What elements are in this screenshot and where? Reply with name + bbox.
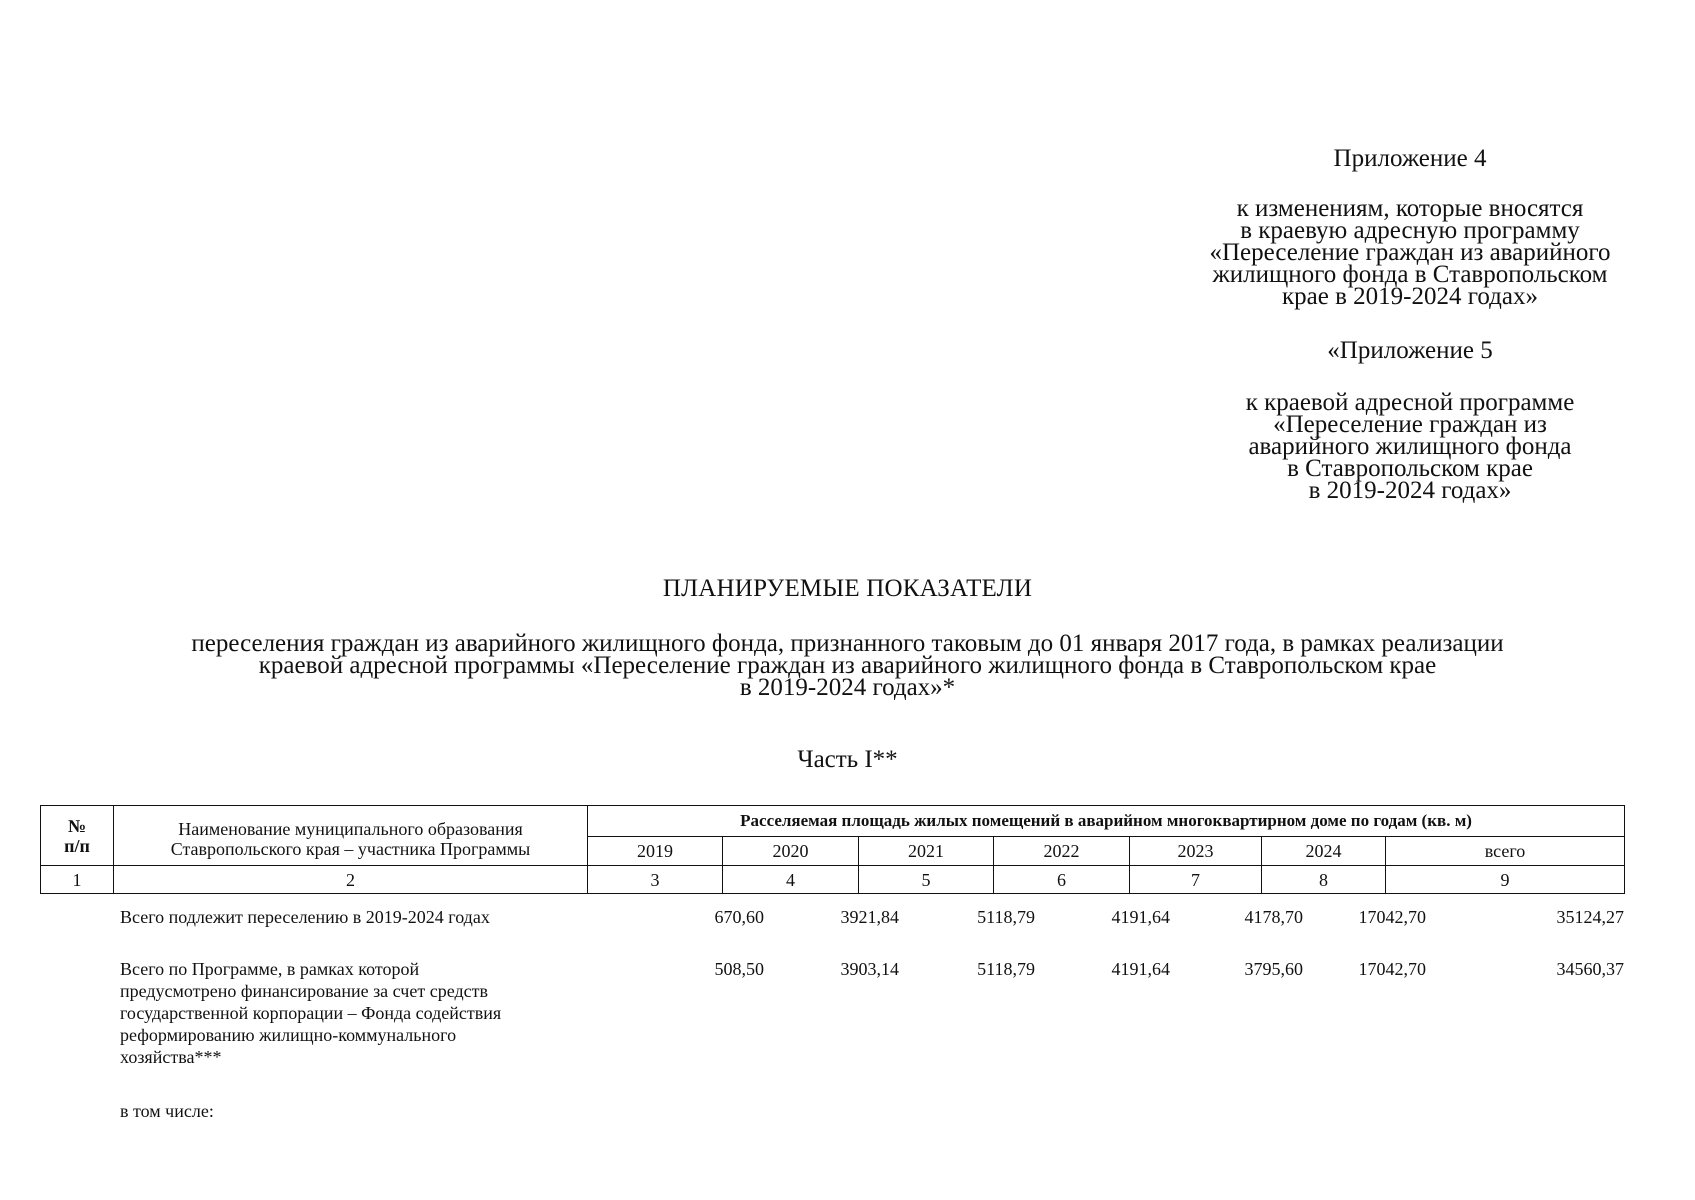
- appendix-4-line: крае в 2019-2024 годах»: [1282, 283, 1538, 310]
- year-header-2024: 2024: [1262, 837, 1386, 866]
- table-row: [40, 1100, 1624, 1130]
- value-2022: 4191,64: [1111, 907, 1170, 927]
- document-title: ПЛАНИРУЕМЫЕ ПОКАЗАТЕЛИ: [662, 575, 1033, 602]
- value-2019: 508,50: [714, 959, 764, 979]
- appendix-5-line: в 2019-2024 годах»: [1308, 477, 1512, 504]
- row-name: Всего подлежит переселению в 2019-2024 годах: [120, 907, 490, 927]
- value-total: 34560,37: [1556, 959, 1624, 979]
- column-number: 6: [994, 866, 1130, 894]
- row-name-line: реформированию жилищно-коммунального: [120, 1025, 457, 1045]
- appendix-4-line: к изменениям, которые вносятся: [1236, 195, 1584, 222]
- value-2021: 5118,79: [977, 907, 1035, 927]
- year-header-2023: 2023: [1130, 837, 1262, 866]
- col-name-header-line: Ставропольского края – участника Программы: [170, 838, 531, 859]
- value-2022: 4191,64: [1111, 959, 1170, 979]
- area-group-header: Расселяемая площадь жилых помещений в аварийном многоквартирном доме по годам (кв. м): [588, 806, 1625, 837]
- appendix-4-caption: [1170, 195, 1650, 310]
- col-name-header-line: Наименование муниципального образования: [178, 818, 523, 839]
- row-name-line: хозяйства***: [120, 1047, 222, 1067]
- column-number: 1: [41, 866, 114, 894]
- row-name: [120, 958, 560, 1068]
- table-row: [40, 906, 1624, 958]
- appendix-5-line: аварийного жилищного фонда: [1248, 433, 1572, 460]
- column-number: 8: [1262, 866, 1386, 894]
- total-header: всего: [1386, 837, 1625, 866]
- column-number: 5: [859, 866, 994, 894]
- row-name: в том числе:: [120, 1101, 214, 1121]
- value-2021: 5118,79: [977, 959, 1035, 979]
- row-name-line: Всего по Программе, в рамках которой: [120, 959, 420, 979]
- value-2023: 3795,60: [1244, 959, 1303, 979]
- value-2020: 3921,84: [840, 907, 899, 927]
- column-number: 3: [588, 866, 723, 894]
- value-2024: 17042,70: [1358, 959, 1426, 979]
- document-subtitle: [60, 630, 1635, 701]
- appendix-4-line: жилищного фонда в Ставропольском: [1212, 261, 1608, 288]
- value-2019: 670,60: [714, 907, 764, 927]
- document-subtitle-line: переселения граждан из аварийного жилищного фонда, признанного таковым до 01 января 2017 года, в рамках реализации: [191, 630, 1504, 657]
- appendix-5-caption: [1170, 389, 1650, 504]
- year-header-2019: 2019: [588, 837, 723, 866]
- indicators-table-body: [40, 906, 1624, 1130]
- value-2023: 4178,70: [1244, 907, 1303, 927]
- appendix-4-line: в краевую адресную программу: [1240, 217, 1580, 244]
- document-subtitle-line: краевой адресной программы «Переселение граждан из аварийного жилищного фонда в Ставропольском крае: [258, 652, 1437, 679]
- appendix-5-title: «Приложение 5: [1327, 337, 1493, 364]
- column-number: 9: [1386, 866, 1625, 894]
- value-2020: 3903,14: [840, 959, 899, 979]
- col-no-header-line: №: [67, 815, 87, 836]
- row-name-line: государственной корпорации – Фонда содействия: [120, 1003, 502, 1023]
- col-name-header: [114, 806, 588, 866]
- value-total: 35124,27: [1556, 907, 1624, 927]
- appendix-4-title: Приложение 4: [1333, 145, 1487, 172]
- document-subtitle-line: в 2019-2024 годах»*: [739, 674, 956, 701]
- year-header-2021: 2021: [859, 837, 994, 866]
- column-number: 2: [114, 866, 588, 894]
- year-header-2020: 2020: [723, 837, 859, 866]
- col-no-header-line: п/п: [64, 835, 90, 856]
- row-name-line: предусмотрено финансирование за счет средств: [120, 981, 488, 1001]
- part-title: Часть I**: [797, 746, 898, 773]
- year-header-2022: 2022: [994, 837, 1130, 866]
- indicators-table-header: [40, 805, 1625, 894]
- appendix-4-line: «Переселение граждан из аварийного: [1209, 239, 1611, 266]
- appendix-5-line: к краевой адресной программе: [1245, 389, 1575, 416]
- value-2024: 17042,70: [1358, 907, 1426, 927]
- column-number: 4: [723, 866, 859, 894]
- column-number: 7: [1130, 866, 1262, 894]
- table-row: [40, 958, 1624, 1100]
- appendix-5-line: «Переселение граждан из: [1273, 411, 1547, 438]
- col-no-header: [41, 806, 114, 866]
- appendix-5-line: в Ставропольском крае: [1287, 455, 1533, 482]
